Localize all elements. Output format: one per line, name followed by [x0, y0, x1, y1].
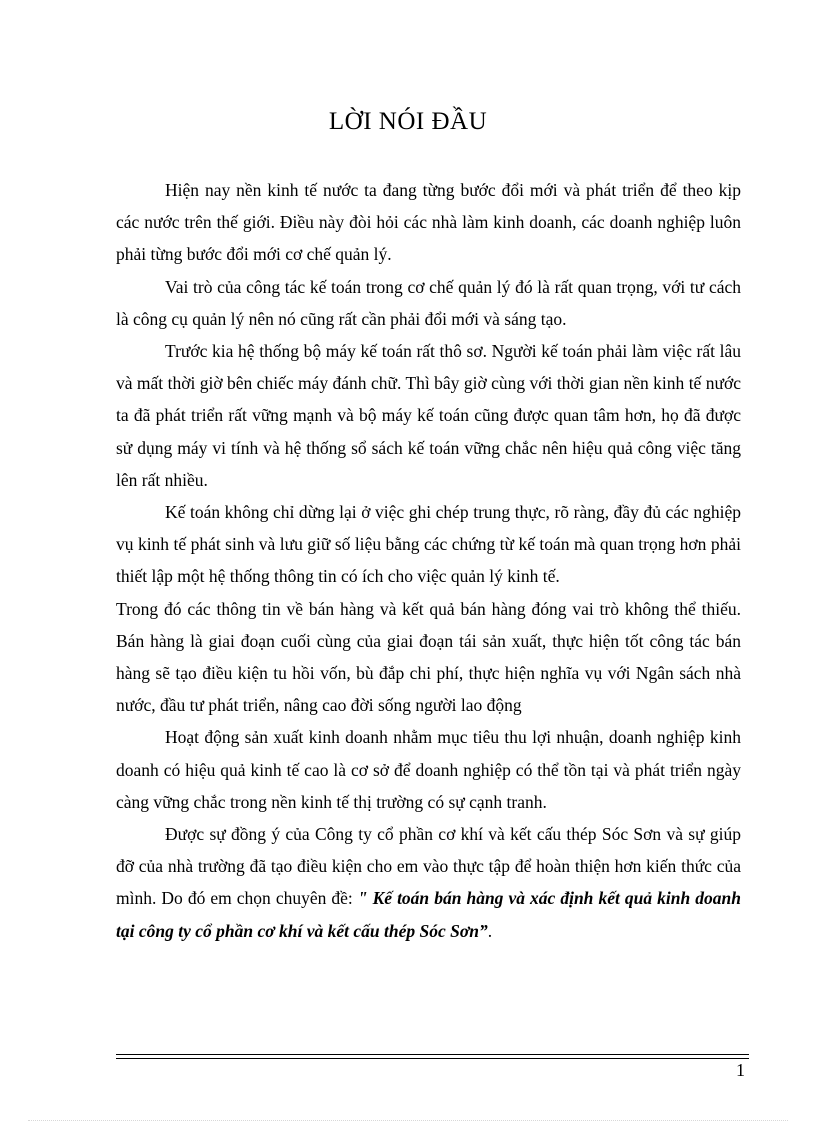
paragraph-7-text: Được sự đồng ý của Công ty cổ phần cơ khí và kết cấu thép Sóc Sơn và sự giúp đỡ của nhà trường đã tạo điều kiện cho em vào thực tập để hoàn thiện hơn kiến thức của mình. Do đó em chọn chuyên đề: — [116, 824, 741, 909]
paragraph-2: Vai trò của công tác kế toán trong cơ chế quản lý đó là rất quan trọng, với tư cách là công cụ quản lý nên nó cũng rất cần phải đổi mới và sáng tạo. — [116, 276, 741, 329]
body-text — [116, 174, 741, 947]
footer-rule — [116, 1054, 749, 1055]
paragraph-5: Trong đó các thông tin về bán hàng và kết quả bán hàng đóng vai trò không thể thiếu. Bán hàng là giai đoạn cuối cùng của giai đoạn tái sản xuất, thực hiện tốt công tác bán hàng sẽ tạo điều kiện tu hồi vốn, bù đắp chi phí, thực hiện nghĩa vụ với Ngân sách nhà nước, đầu tư phát triển, nâng cao đời sống người lao động — [116, 598, 741, 716]
paragraph-6: Hoạt động sản xuất kinh doanh nhằm mục tiêu thu lợi nhuận, doanh nghiệp kinh doanh có hiệu quả kinh tế cao là cơ sở để doanh nghiệp có thể tồn tại và phát triển ngày càng vững chắc trong nền kinh tế thị trường có sự cạnh tranh. — [116, 727, 741, 812]
paragraph-1: Hiện nay nền kinh tế nước ta đang từng bước đổi mới và phát triển để theo kịp các nước trên thế giới. Điều này đòi hỏi các nhà làm kinh doanh, các doanh nghiệp luôn phải từng bước đổi mới cơ chế quản lý. — [116, 180, 741, 265]
topic-title: " Kế toán bán hàng và xác định kết quả kinh doanh tại công ty cổ phần cơ khí và kết cấu thép Sóc Sơn” — [116, 888, 741, 941]
paragraph-7 — [116, 818, 741, 947]
paragraph-3: Trước kia hệ thống bộ máy kế toán rất thô sơ. Người kế toán phải làm việc rất lâu và mất thời giờ bên chiếc máy đánh chữ. Thì bây giờ cùng với thời gian nền kinh tế nước ta đã phát triển rất vững mạnh và bộ máy kế toán cũng được quan tâm hơn, họ đã được sử dụng máy vi tính và hệ thống sổ sách kế toán vững chắc nên hiệu quả công việc tăng lên rất nhiều. — [116, 341, 741, 490]
paragraph-4: Kế toán không chỉ dừng lại ở việc ghi chép trung thực, rõ ràng, đầy đủ các nghiệp vụ kinh tế phát sinh và lưu giữ số liệu bằng các chứng từ kế toán mà quan trọng hơn phải thiết lập một hệ thống thông tin có ích cho việc quản lý kinh tế. — [116, 502, 741, 587]
page-edge-divider — [28, 1120, 788, 1121]
page-title: LỜI NÓI ĐẦU — [328, 108, 488, 135]
topic-end-punctuation: . — [487, 920, 493, 941]
footer-rule-double — [116, 1058, 749, 1059]
page-number: 1 — [736, 1060, 745, 1080]
